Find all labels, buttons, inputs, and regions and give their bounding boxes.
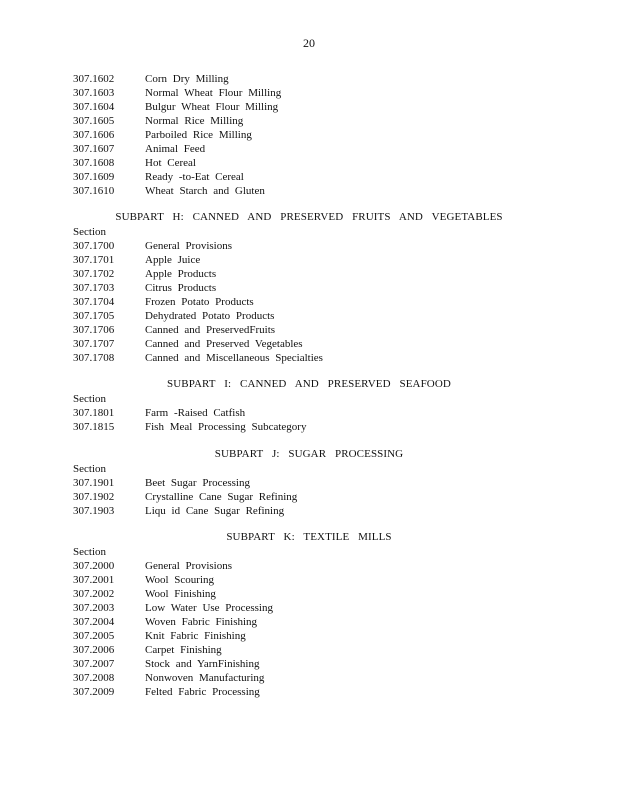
section-number: 307.2002 xyxy=(73,588,115,600)
section-list-subpart-k xyxy=(73,545,273,699)
section-title: Parboiled Rice Milling xyxy=(145,129,252,141)
section-title: Nonwoven Manufacturing xyxy=(145,672,265,684)
section-row xyxy=(73,559,273,573)
section-list-intro xyxy=(73,72,281,198)
section-row xyxy=(73,239,323,253)
section-title: Canned and Miscellaneous Specialties xyxy=(145,352,323,364)
section-number: 307.2009 xyxy=(73,686,115,698)
section-title: Beet Sugar Processing xyxy=(145,477,250,489)
section-row xyxy=(73,128,281,142)
section-number: 307.1707 xyxy=(73,338,115,350)
subpart-k-heading: SUBPART K: TEXTILE MILLS xyxy=(226,531,392,543)
section-number: 307.2003 xyxy=(73,602,115,614)
section-title: Felted Fabric Processing xyxy=(145,686,260,698)
section-title: Hot Cereal xyxy=(145,157,196,169)
section-number: 307.1609 xyxy=(73,171,115,183)
section-title: Fish Meal Processing Subcategory xyxy=(145,421,307,433)
section-number: 307.2008 xyxy=(73,672,115,684)
section-title: General Provisions xyxy=(145,240,233,252)
section-title: Dehydrated Potato Products xyxy=(145,310,275,322)
section-title: Knit Fabric Finishing xyxy=(145,630,246,642)
section-title: Apple Juice xyxy=(145,254,201,266)
section-row xyxy=(73,337,323,351)
section-number: 307.2000 xyxy=(73,560,115,572)
section-title: Normal Rice Milling xyxy=(145,115,244,127)
section-row xyxy=(73,406,306,420)
section-title: Wool Scouring xyxy=(145,574,215,586)
section-number: 307.1608 xyxy=(73,157,115,169)
section-row xyxy=(73,685,273,699)
section-row xyxy=(73,476,297,490)
section-row xyxy=(73,587,273,601)
section-title: Low Water Use Processing xyxy=(145,602,273,614)
section-row xyxy=(73,170,281,184)
section-row xyxy=(73,323,323,337)
section-row xyxy=(73,601,273,615)
subpart-h-heading: SUBPART H: CANNED AND PRESERVED FRUITS AND VEGETABLES xyxy=(115,211,503,223)
section-row xyxy=(73,156,281,170)
section-number: 307.2005 xyxy=(73,630,115,642)
section-number: 307.1702 xyxy=(73,268,115,280)
section-title: General Provisions xyxy=(145,560,233,572)
section-title: Apple Products xyxy=(145,268,217,280)
section-row xyxy=(73,643,273,657)
section-title: Canned and PreservedFruits xyxy=(145,324,276,336)
subpart-j-heading: SUBPART J: SUGAR PROCESSING xyxy=(214,448,404,460)
section-label: Section xyxy=(73,546,106,558)
section-list-subpart-h xyxy=(73,225,323,365)
section-number: 307.1801 xyxy=(73,407,115,419)
section-list-subpart-j xyxy=(73,462,297,518)
section-number: 307.1903 xyxy=(73,505,115,517)
subpart-i-heading: SUBPART I: CANNED AND PRESERVED SEAFOOD xyxy=(167,378,451,390)
section-title: Carpet Finishing xyxy=(145,644,222,656)
section-number: 307.1815 xyxy=(73,421,115,433)
section-number: 307.1700 xyxy=(73,240,115,252)
section-label: Section xyxy=(73,393,106,405)
section-number: 307.1703 xyxy=(73,282,115,294)
section-label: Section xyxy=(73,463,106,475)
section-row xyxy=(73,573,273,587)
section-title: Stock and YarnFinishing xyxy=(145,658,260,670)
section-row xyxy=(73,72,281,86)
section-title: Citrus Products xyxy=(145,282,217,294)
section-row xyxy=(73,142,281,156)
section-number: 307.2006 xyxy=(73,644,115,656)
section-title: Farm -Raised Catfish xyxy=(145,407,246,419)
section-row xyxy=(73,629,273,643)
section-row xyxy=(73,86,281,100)
section-title: Animal Feed xyxy=(145,143,206,155)
section-number: 307.2007 xyxy=(73,658,115,670)
section-number: 307.1603 xyxy=(73,87,115,99)
section-row xyxy=(73,114,281,128)
section-title: Frozen Potato Products xyxy=(145,296,254,308)
section-number: 307.1705 xyxy=(73,310,115,322)
section-row xyxy=(73,100,281,114)
section-number: 307.1605 xyxy=(73,115,115,127)
section-row xyxy=(73,253,323,267)
section-number: 307.2004 xyxy=(73,616,115,628)
page-number: 20 xyxy=(303,36,315,50)
section-number: 307.1607 xyxy=(73,143,115,155)
section-title: Wheat Starch and Gluten xyxy=(145,185,265,197)
section-row xyxy=(73,281,323,295)
section-title: Woven Fabric Finishing xyxy=(145,616,258,628)
section-number: 307.1602 xyxy=(73,73,115,85)
section-number: 307.1902 xyxy=(73,491,115,503)
section-row xyxy=(73,309,323,323)
section-row xyxy=(73,671,273,685)
section-number: 307.1701 xyxy=(73,254,115,266)
section-title: Wool Finishing xyxy=(145,588,216,600)
section-number: 307.2001 xyxy=(73,574,115,586)
section-row xyxy=(73,615,273,629)
section-number: 307.1901 xyxy=(73,477,115,489)
section-row xyxy=(73,267,323,281)
section-label: Section xyxy=(73,226,106,238)
section-number: 307.1704 xyxy=(73,296,115,308)
section-title: Normal Wheat Flour Milling xyxy=(145,87,282,99)
section-title: Corn Dry Milling xyxy=(145,73,229,85)
section-number: 307.1606 xyxy=(73,129,115,141)
section-number: 307.1708 xyxy=(73,352,115,364)
section-row xyxy=(73,184,281,198)
section-number: 307.1706 xyxy=(73,324,115,336)
section-row xyxy=(73,351,323,365)
section-row xyxy=(73,657,273,671)
section-title: Canned and Preserved Vegetables xyxy=(145,338,303,350)
section-number: 307.1610 xyxy=(73,185,115,197)
section-row xyxy=(73,295,323,309)
section-title: Crystalline Cane Sugar Refining xyxy=(145,491,298,503)
section-number: 307.1604 xyxy=(73,101,115,113)
section-title: Liqu id Cane Sugar Refining xyxy=(145,505,285,517)
section-title: Ready -to-Eat Cereal xyxy=(145,171,244,183)
section-row xyxy=(73,420,306,434)
section-row xyxy=(73,490,297,504)
section-row xyxy=(73,504,297,518)
section-title: Bulgur Wheat Flour Milling xyxy=(145,101,279,113)
section-list-subpart-i xyxy=(73,392,306,434)
